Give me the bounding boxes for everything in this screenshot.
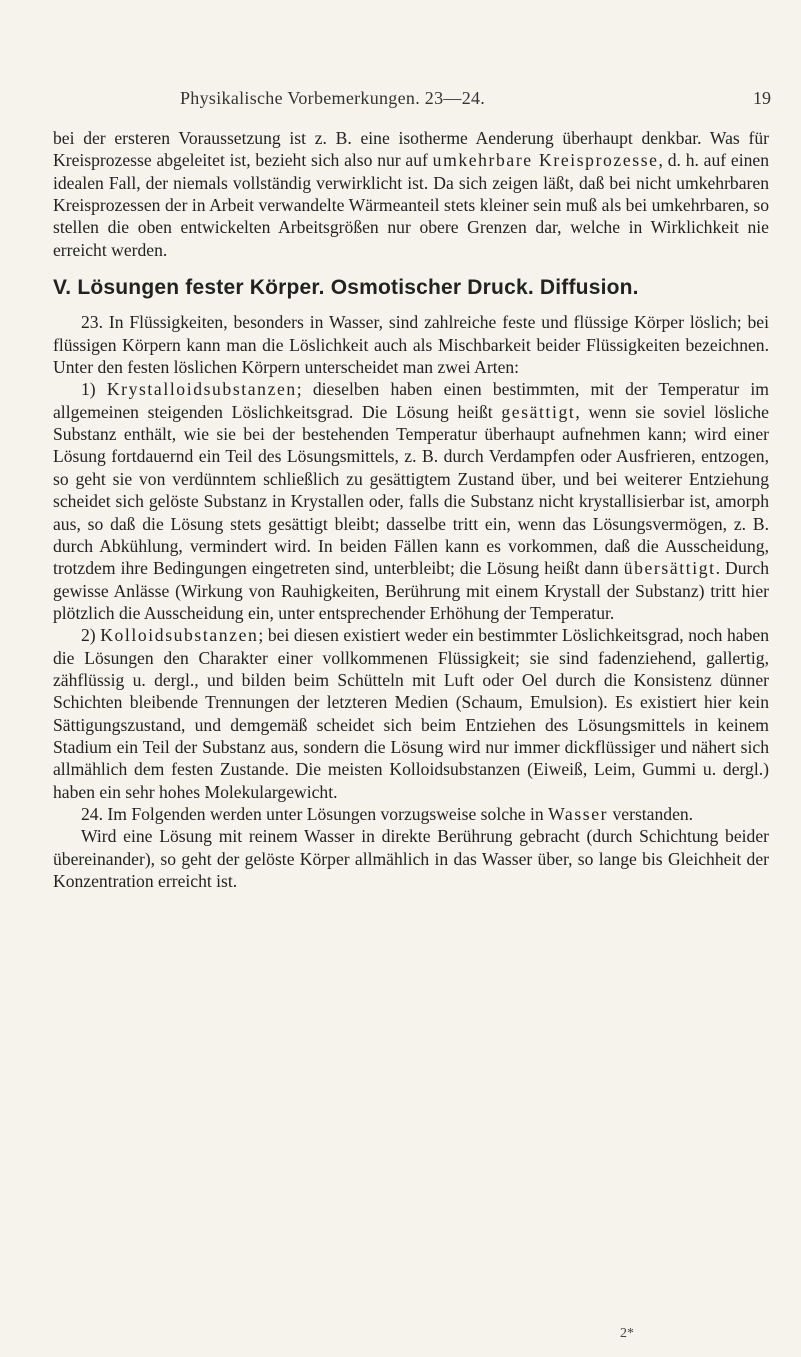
intro-term: umkehrbare Kreisprozesse <box>432 150 659 171</box>
item-1-paragraph <box>53 378 769 624</box>
paragraph-23: 23. In Flüssigkeiten, besonders in Wasser, sind zahlreiche feste und flüssige Körper löslich; bei flüssigen Körpern kann man die Löslichkeit auch als Mischbarkeit beider Flüssigkeiten bezeichnen. Unter den festen löslichen Körpern unterscheidet man zwei Arten: <box>53 312 769 378</box>
intro-text-2: , d. h. auf einen idealen Fall, der niemals vollständig verwirklicht ist. Da sich zeigen läßt, daß bei nicht umkehrbaren Kreisprozessen der in Arbeit verwandelte Wärmeanteil stets kleiner sein muß als bei umkehrbaren, so stellen die oben entwickelten Arbeitsgrößen nur obere Grenzen dar, welche in Wirklichkeit nie erreicht werden. <box>53 150 769 260</box>
item-1-text-1: ; dieselben haben einen bestimmten, mit der Temperatur im allgemeinen steigenden Löslichkeitsgrad. Die Lösung heißt <box>53 379 769 422</box>
paragraph-24 <box>53 803 769 825</box>
intro-paragraph <box>53 127 769 261</box>
item-2-number: 2) <box>81 625 101 646</box>
page-number: 19 <box>753 88 771 108</box>
item-1-text-3: . Durch gewisse Anlässe (Wirkung von Rauhigkeiten, Berührung mit einem Krystall der Substanz) tritt hier plötzlich die Ausscheidung ein, unter entsprechender Erhöhung der Temperatur. <box>53 558 769 623</box>
paragraph-24-text-2: verstanden. <box>608 803 694 824</box>
running-head: Physikalische Vorbemerkungen. 23—24. <box>180 88 486 108</box>
item-1-term-3: übersättigt <box>623 558 716 579</box>
item-1-text-2: , wenn sie soviel lösliche Substanz enthält, wie sie bei der bestehenden Temperatur überhaupt aufnehmen kann; wird einer Lösung fortdauernd ein Teil des Lösungsmittels, z. B. durch Verdampfen oder Ausfrieren, entzogen, so geht sie von verdünntem schließlich zu gesättigtem Zustand über, und bei weiterer Entziehung scheidet sich gelöste Substanz in Krystallen oder, falls die Substanz nicht krystallisierbar ist, amorph aus, so daß die Lösung stets gesättigt bleibt; dasselbe tritt ein, wenn das Lösungsvermögen, z. B. durch Abkühlung, vermindert wird. In beiden Fällen kann es vorkommen, daß die Ausscheidung, trotzdem ihre Bedingungen eingetreten sind, unterbleibt; die Lösung heißt dann <box>53 401 769 579</box>
paragraph-24-text-1: 24. Im Folgenden werden unter Lösungen vorzugsweise solche in <box>81 803 549 824</box>
item-1-number: 1) <box>81 379 107 400</box>
sheet-signature: 2* <box>620 1326 634 1341</box>
item-2-term: Kolloidsubstanzen <box>100 625 259 646</box>
page-body <box>53 127 769 892</box>
section-title: V. Lösungen fester Körper. Osmotischer Druck. Diffusion. <box>53 276 639 300</box>
intro-text-1: bei der ersteren Voraussetzung ist z. B. eine isotherme Aenderung überhaupt denkbar. Was für Kreisprozesse abgeleitet ist, bezieht sich also nur auf <box>53 128 769 171</box>
item-1-term-2: gesättigt <box>501 401 576 422</box>
item-2-paragraph <box>53 624 769 803</box>
item-1-term: Krystalloidsubstanzen <box>106 379 297 400</box>
paragraph-24b: Wird eine Lösung mit reinem Wasser in direkte Berührung gebracht (durch Schichtung beider übereinander), so geht der gelöste Körper allmählich in das Wasser über, so lange bis Gleichheit der Konzentration erreicht ist. <box>53 826 769 891</box>
paragraph-24-term: Wasser <box>548 803 609 824</box>
item-2-text-1: ; bei diesen existiert weder ein bestimmter Löslichkeitsgrad, noch haben die Lösungen den Charakter einer vollkommenen Flüssigkeit; sie sind fadenziehend, gallertig, zähflüssig u. dergl., und bilden beim Schütteln mit Luft oder Oel durch die Konsistenz dünner Schichten bleibende Trennungen der letzteren Medien (Schaum, Emulsion). Es existiert hier kein Sättigungszustand, und demgemäß scheidet sich beim Entziehen des Lösungsmittels in keinem Stadium ein Teil der Substanz aus, sondern die Lösung wird nur immer dickflüssiger und nähert sich allmählich dem festen Zustande. Die meisten Kolloidsubstanzen (Eiweiß, Leim, Gummi u. dergl.) haben ein sehr hohes Molekulargewicht. <box>53 625 769 802</box>
page-header <box>0 88 801 112</box>
